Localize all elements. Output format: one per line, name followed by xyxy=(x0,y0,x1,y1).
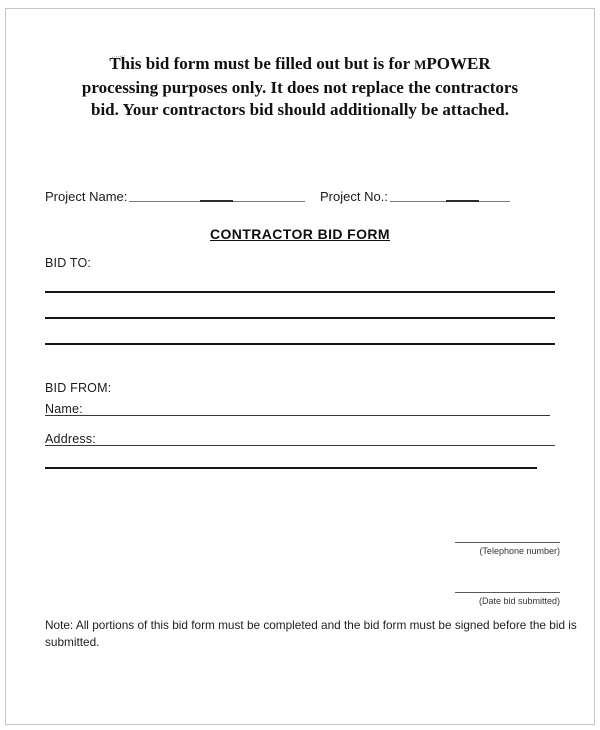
note-line-1: Note: All portions of this bid form must be completed and the bid form must be signed before the bid is xyxy=(45,618,577,632)
page-title-text: CONTRACTOR BID FORM xyxy=(210,226,390,242)
notice-line-1 xyxy=(40,53,560,77)
page-title xyxy=(0,226,600,242)
project-name-field-mark xyxy=(200,200,233,202)
project-no-label: Project No.: xyxy=(320,189,388,204)
brand-mpower-rest: POWER xyxy=(426,54,491,73)
notice-text xyxy=(40,53,560,122)
date-field[interactable] xyxy=(455,592,560,593)
name-field[interactable] xyxy=(45,415,550,416)
telephone-caption: (Telephone number) xyxy=(479,546,560,556)
note-text xyxy=(45,617,577,650)
date-caption: (Date bid submitted) xyxy=(478,596,560,606)
address-field[interactable] xyxy=(45,445,555,446)
bid-to-line-3[interactable] xyxy=(45,343,555,345)
bid-from-label: BID FROM: xyxy=(45,381,112,395)
bid-to-label: BID TO: xyxy=(45,256,92,270)
project-name-label: Project Name: xyxy=(45,189,128,204)
name-label: Name: xyxy=(45,402,83,416)
notice-line-1-prefix: This bid form must be filled out but is for xyxy=(109,54,415,73)
address-field-line-2[interactable] xyxy=(45,467,537,469)
notice-line-3: bid. Your contractors bid should additionally be attached. xyxy=(91,100,509,119)
bid-to-line-1[interactable] xyxy=(45,291,555,293)
project-no-field-mark xyxy=(446,200,479,202)
brand-mpower-smallcap: M xyxy=(414,57,427,72)
notice-line-2: processing purposes only. It does not replace the contractors xyxy=(81,77,519,97)
bid-to-line-2[interactable] xyxy=(45,317,555,319)
address-label: Address: xyxy=(45,432,96,446)
note-line-2: submitted. xyxy=(45,634,100,649)
telephone-field[interactable] xyxy=(455,542,560,543)
